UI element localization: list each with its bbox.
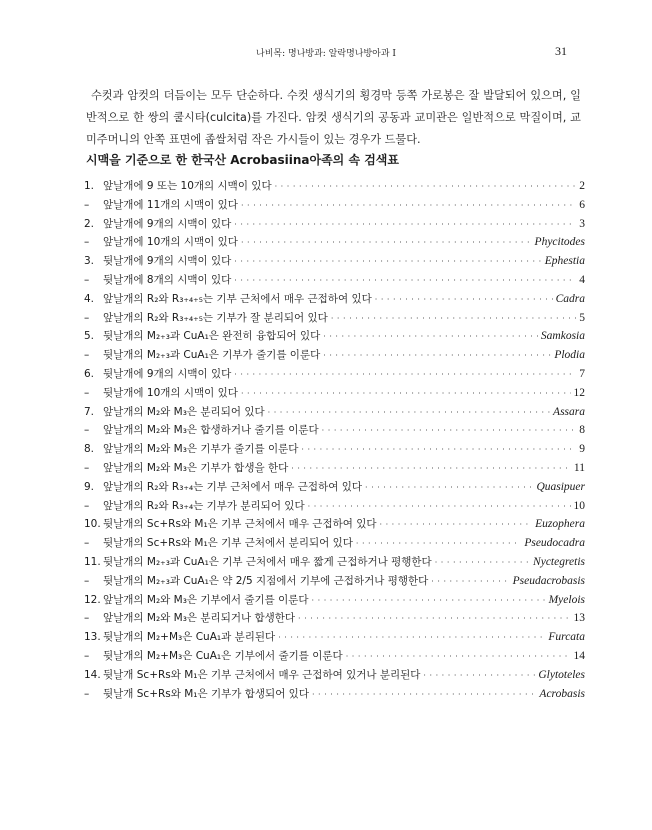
key-row-genus: Quasipuer: [536, 480, 585, 493]
key-row-number: 14.: [84, 668, 101, 681]
key-row-couplet-ref: 12: [573, 386, 585, 399]
leader-dots: [356, 539, 521, 548]
key-row-couplet-ref: 2: [579, 180, 585, 192]
key-row: [84, 629, 585, 648]
key-row: [84, 234, 585, 253]
key-row-number: 3.: [84, 255, 95, 268]
key-row-text: 뒷날개의 M₂₊₃과 CuA₁은 기부가 줄기를 이룬다: [103, 349, 321, 362]
key-row: [84, 253, 585, 272]
key-row-text: 앞날개에 9 또는 10개의 시맥이 있다: [103, 180, 272, 192]
key-row-text: 뒷날개에 8개의 시맥이 있다: [103, 273, 232, 286]
key-row-number: –: [84, 311, 90, 324]
key-row: [84, 216, 585, 235]
key-row-text: 뒷날개에 10개의 시맥이 있다: [103, 386, 238, 399]
key-row-genus: Myelois: [548, 593, 585, 606]
key-row-text: 앞날개에 11개의 시맥이 있다: [103, 198, 238, 211]
leader-dots: [380, 520, 533, 529]
leader-dots: [431, 577, 509, 586]
leader-dots: [312, 690, 536, 699]
leader-dots: [234, 257, 541, 266]
key-row-number: –: [84, 386, 90, 399]
page-number: 31: [555, 44, 567, 58]
key-row-genus: Assara: [553, 405, 585, 418]
leader-dots: [291, 464, 571, 473]
key-row-text: 앞날개의 R₂와 R₃₊₄는 기부 근처에서 매우 근접하여 있다: [103, 480, 362, 493]
key-row-genus: Pseudocadra: [524, 537, 585, 550]
key-row-text: 뒷날개의 M₂₊₃과 CuA₁은 완전히 융합되어 있다: [103, 330, 321, 343]
leader-dots: [298, 614, 570, 623]
key-row-number: –: [84, 198, 90, 211]
key-row-number: 12.: [84, 593, 101, 606]
key-row: [84, 479, 585, 498]
key-row: [84, 516, 585, 535]
key-row-text: 앞날개의 M₂와 M₃은 분리되거나 합생한다: [103, 612, 296, 625]
key-row: [84, 385, 585, 404]
leader-dots: [241, 238, 532, 247]
key-row-genus: Furcata: [548, 631, 585, 644]
key-row: [84, 554, 585, 573]
key-row-number: –: [84, 499, 90, 512]
key-row-text: 뒷날개의 M₂+M₃은 CuA₁은 기부에서 줄기를 이룬다: [103, 649, 343, 662]
key-row-genus: Phycitodes: [534, 236, 585, 249]
key-row-couplet-ref: 3: [579, 217, 585, 230]
key-row-text: 앞날개에 9개의 시맥이 있다: [103, 217, 232, 230]
leader-dots: [312, 596, 546, 605]
key-row-text: 앞날개의 R₂와 R₃₊₄는 기부가 분리되어 있다: [103, 499, 305, 512]
key-row-number: 1.: [84, 180, 95, 192]
key-row-couplet-ref: 14: [573, 649, 585, 662]
key-title: 시맥을 기준으로 한 한국산 Acrobasiina아족의 속 검색표: [86, 153, 399, 167]
key-row-text: 앞날개에 10개의 시맥이 있다: [103, 236, 238, 249]
key-row-text: 앞날개의 M₂와 M₃은 기부가 줄기를 이룬다: [103, 443, 299, 456]
key-row: [84, 328, 585, 347]
leader-dots: [278, 633, 545, 642]
key-row-genus: Acrobasis: [539, 687, 585, 700]
key-row-couplet-ref: 11: [573, 461, 585, 474]
key-row: [84, 592, 585, 611]
key-row-number: 4.: [84, 292, 95, 305]
identification-key: [84, 178, 585, 704]
key-row: [84, 460, 585, 479]
key-row-couplet-ref: 5: [579, 311, 585, 324]
key-row-genus: Pseudacrobasis: [512, 574, 585, 587]
key-row: [84, 648, 585, 667]
key-row-text: 앞날개의 M₂와 M₃은 기부가 합생을 한다: [103, 461, 289, 474]
key-row: [84, 573, 585, 592]
leader-dots: [323, 351, 551, 360]
leader-dots: [268, 408, 550, 417]
key-row: [84, 667, 585, 686]
key-row-text: 뒷날개 Sc+Rs와 M₁은 기부가 합생되어 있다: [103, 687, 309, 700]
key-row-couplet-ref: 10: [573, 499, 585, 512]
key-row: [84, 498, 585, 517]
key-row-number: 6.: [84, 367, 95, 380]
key-row: [84, 422, 585, 441]
key-row: [84, 347, 585, 366]
key-row-genus: Ephestia: [544, 255, 585, 268]
page-header: [0, 44, 652, 60]
key-row: [84, 366, 585, 385]
running-head: 나비목: 명나방과: 알락명나방아과 I: [256, 49, 396, 59]
key-row-number: 2.: [84, 217, 95, 230]
key-row-number: –: [84, 687, 90, 700]
leader-dots: [322, 426, 577, 435]
key-row: [84, 291, 585, 310]
leader-dots: [365, 483, 533, 492]
key-row-couplet-ref: 4: [579, 273, 585, 286]
key-row-number: –: [84, 349, 90, 362]
key-row: [84, 610, 585, 629]
leader-dots: [275, 182, 577, 191]
leader-dots: [346, 652, 571, 661]
key-row-number: 8.: [84, 443, 95, 456]
key-row-text: 뒷날개의 M₂₊₃과 CuA₁은 약 2/5 지점에서 기부에 근접하거나 평행한다: [103, 574, 429, 587]
key-row-genus: Cadra: [555, 292, 585, 305]
key-row-text: 뒷날개의 M₂+M₃은 CuA₁과 분리된다: [103, 631, 276, 644]
leader-dots: [375, 295, 553, 304]
key-row-text: 앞날개의 R₂와 R₃₊₄₊₅는 기부가 잘 분리되어 있다: [103, 311, 328, 324]
key-row-number: –: [84, 236, 90, 249]
leader-dots: [301, 445, 576, 454]
key-row-text: 앞날개의 M₂와 M₃은 기부에서 줄기를 이룬다: [103, 593, 309, 606]
intro-paragraph: 수컷과 암컷의 더듬이는 모두 단순하다. 수컷 생식기의 횡경막 등쪽 가로봉은 잘 발달되어 있으며, 일반적으로 한 쌍의 쿨시타(culcita)를 가진다. 암컷 생식기의 공동과 교미관은 일반적으로 막질이며, 교미주머니의 안쪽 표면에 좁쌀처럼 작은 가시들이 있는 경우가 드물다.: [86, 89, 581, 147]
key-row: [84, 197, 585, 216]
key-row-text: 뒷날개 Sc+Rs와 M₁은 기부 근처에서 매우 근접하여 있거나 분리된다: [103, 668, 421, 681]
leader-dots: [241, 389, 571, 398]
key-row-number: 7.: [84, 405, 95, 418]
key-row-couplet-ref: 7: [579, 367, 585, 380]
key-row-text: 뒷날개에 9개의 시맥이 있다: [103, 367, 232, 380]
key-row-number: –: [84, 273, 90, 286]
key-row-number: 10.: [84, 518, 101, 531]
key-row-genus: Samkosia: [540, 330, 585, 343]
leader-dots: [423, 671, 535, 680]
key-row-genus: Plodia: [554, 349, 585, 362]
key-row-text: 앞날개의 R₂와 R₃₊₄₊₅는 기부 근처에서 매우 근접하여 있다: [103, 292, 372, 305]
key-row-number: –: [84, 574, 90, 587]
key-row: [84, 404, 585, 423]
key-row-number: –: [84, 537, 90, 550]
key-row-genus: Glytoteles: [538, 668, 585, 681]
key-row-couplet-ref: 8: [579, 424, 585, 437]
key-row-text: 앞날개의 M₂와 M₃은 분리되어 있다: [103, 405, 265, 418]
leader-dots: [234, 276, 576, 285]
key-row-number: –: [84, 461, 90, 474]
key-row: [84, 310, 585, 329]
key-row-number: 13.: [84, 631, 101, 644]
key-row: [84, 178, 585, 197]
leader-dots: [241, 201, 576, 210]
key-row-number: 5.: [84, 330, 95, 343]
key-row-number: –: [84, 649, 90, 662]
leader-dots: [435, 558, 530, 567]
key-row-number: –: [84, 424, 90, 437]
key-row-couplet-ref: 13: [573, 612, 585, 625]
key-row-number: –: [84, 612, 90, 625]
key-row-text: 뒷날개의 Sc+Rs와 M₁은 기부 근처에서 분리되어 있다: [103, 537, 353, 550]
key-row: [84, 535, 585, 554]
key-row: [84, 441, 585, 460]
key-row-text: 뒷날개의 Sc+Rs와 M₁은 기부 근처에서 매우 근접하여 있다: [103, 518, 377, 531]
key-row-text: 앞날개의 M₂와 M₃은 합생하거나 줄기를 이룬다: [103, 424, 319, 437]
key-row-couplet-ref: 6: [579, 198, 585, 211]
leader-dots: [323, 332, 538, 341]
key-row: [84, 272, 585, 291]
key-row: [84, 686, 585, 705]
leader-dots: [234, 220, 576, 229]
key-row-number: 11.: [84, 555, 101, 568]
key-row-text: 뒷날개에 9개의 시맥이 있다: [103, 255, 232, 268]
key-row-number: 9.: [84, 480, 95, 493]
key-row-genus: Nyctegretis: [533, 555, 585, 568]
leader-dots: [234, 370, 576, 379]
key-row-text: 뒷날개의 M₂₊₃과 CuA₁은 기부 근처에서 매우 짧게 근접하거나 평행한다: [103, 555, 432, 568]
key-row-couplet-ref: 9: [579, 443, 585, 456]
leader-dots: [331, 314, 576, 323]
key-row-genus: Euzophera: [535, 518, 585, 531]
leader-dots: [308, 502, 571, 511]
